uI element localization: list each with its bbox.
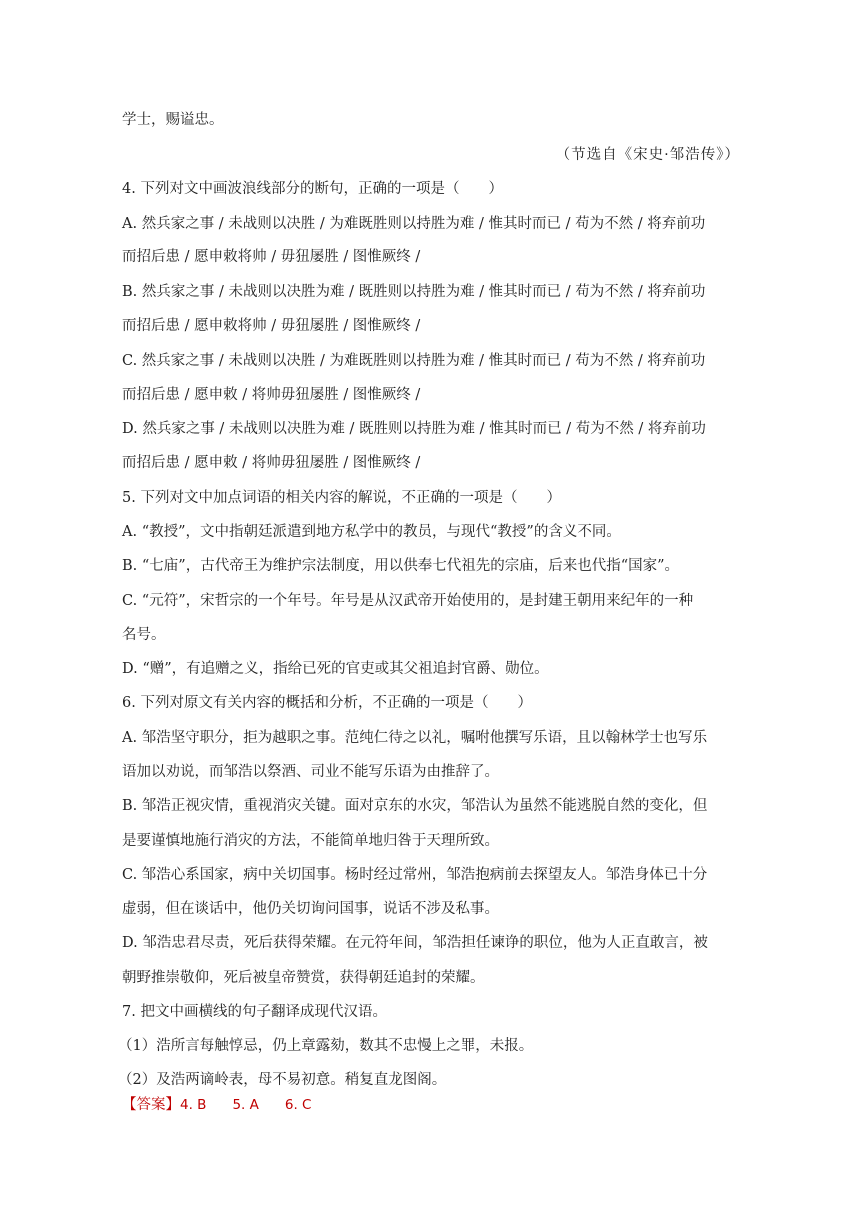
option-4a-line2: 而招后患 / 愿申敕将帅 / 毋狃屡胜 / 图惟厥终 / (122, 249, 421, 265)
question-4: 4. 下列对文中画波浪线部分的断句，正确的一项是（ ） (122, 181, 503, 197)
option-4d-line2: 而招后患 / 愿申敕 / 将帅毋狃屡胜 / 图惟厥终 / (122, 455, 421, 471)
question-6: 6. 下列对原文有关内容的概括和分析，不正确的一项是（ ） (122, 695, 532, 711)
option-4c-line2: 而招后患 / 愿申敕 / 将帅毋狃屡胜 / 图惟厥终 / (122, 387, 421, 403)
question-5: 5. 下列对文中加点词语的相关内容的解说，不正确的一项是（ ） (122, 490, 561, 506)
option-6b-line2: 是要谨慎地施行消灾的方法，不能简单地归咎于天理所致。 (122, 833, 499, 849)
option-4a-line1: A. 然兵家之事 / 未战则以决胜 / 为难既胜则以持胜为难 / 惟其时而已 / 苟为不然 / 将弃前功 (122, 216, 706, 232)
option-6d-line2: 朝野推崇敬仰，死后被皇帝赞赏，获得朝廷追封的荣耀。 (122, 970, 485, 986)
translation-item-2: （2）及浩两谪岭表，母不易初意。稍复直龙图阁。 (118, 1072, 447, 1088)
option-4c-line1: C. 然兵家之事 / 未战则以决胜 / 为难既胜则以持胜为难 / 惟其时而已 / 苟为不然 / 将弃前功 (122, 353, 706, 369)
answer-4: 4. B (180, 1097, 207, 1113)
translation-item-1: （1）浩所言每触惇忌，仍上章露劾，数其不忠慢上之罪，未报。 (118, 1038, 534, 1054)
option-4d-line1: D. 然兵家之事 / 未战则以决胜为难 / 既胜则以持胜为难 / 惟其时而已 / 苟为不然 / 将弃前功 (122, 421, 706, 437)
option-6c-line2: 虚弱，但在谈话中，他仍关切询问国事，说话不涉及私事。 (122, 901, 499, 917)
option-4b-line1: B. 然兵家之事 / 未战则以决胜为难 / 既胜则以持胜为难 / 惟其时而已 / 苟为不然 / 将弃前功 (122, 284, 706, 300)
option-6d-line1: D. 邹浩忠君尽责，死后获得荣耀。在元符年间，邹浩担任谏诤的职位，他为人正直敢言，被 (122, 935, 708, 951)
answer-5: 5. A (232, 1097, 259, 1113)
answer-6: 6. C (284, 1097, 312, 1113)
option-6b-line1: B. 邹浩正视灾情，重视消灾关键。面对京东的水灾，邹浩认为虽然不能逃脱自然的变化，但 (122, 798, 708, 814)
option-5b: B. “七庙”，古代帝王为维护宗法制度，用以供奉七代祖先的宗庙，后来也代指“国家”。 (122, 558, 680, 574)
source-citation: （节选自《宋史·邹浩传》） (555, 147, 740, 163)
question-7: 7. 把文中画横线的句子翻译成现代汉语。 (122, 1004, 387, 1020)
option-5a: A. “教授”，文中指朝廷派遣到地方私学中的教员，与现代“教授”的含义不同。 (122, 524, 621, 540)
option-6a-line1: A. 邹浩坚守职分，拒为越职之事。范纯仁待之以礼，嘱咐他撰写乐语，且以翰林学士也写乐 (122, 730, 708, 746)
answer-line (122, 1095, 311, 1115)
option-5c-line1: C. “元符”，宋哲宗的一个年号。年号是从汉武帝开始使用的，是封建王朝用来纪年的一种 (122, 593, 694, 609)
option-6a-line2: 语加以劝说，而邹浩以祭酒、司业不能写乐语为由推辞了。 (122, 764, 499, 780)
option-5c-line2: 名号。 (122, 627, 166, 643)
option-6c-line1: C. 邹浩心系国家，病中关切国事。杨时经过常州，邹浩抱病前去探望友人。邹浩身体已十分 (122, 867, 708, 883)
answer-tag: 【答案】 (122, 1097, 180, 1113)
option-4b-line2: 而招后患 / 愿申敕将帅 / 毋狃屡胜 / 图惟厥终 / (122, 318, 421, 334)
option-5d: D. “赠”，有追赠之义，指给已死的官吏或其父祖追封官爵、勋位。 (122, 661, 549, 677)
text-line: 学士，赐谥忠。 (122, 112, 224, 128)
